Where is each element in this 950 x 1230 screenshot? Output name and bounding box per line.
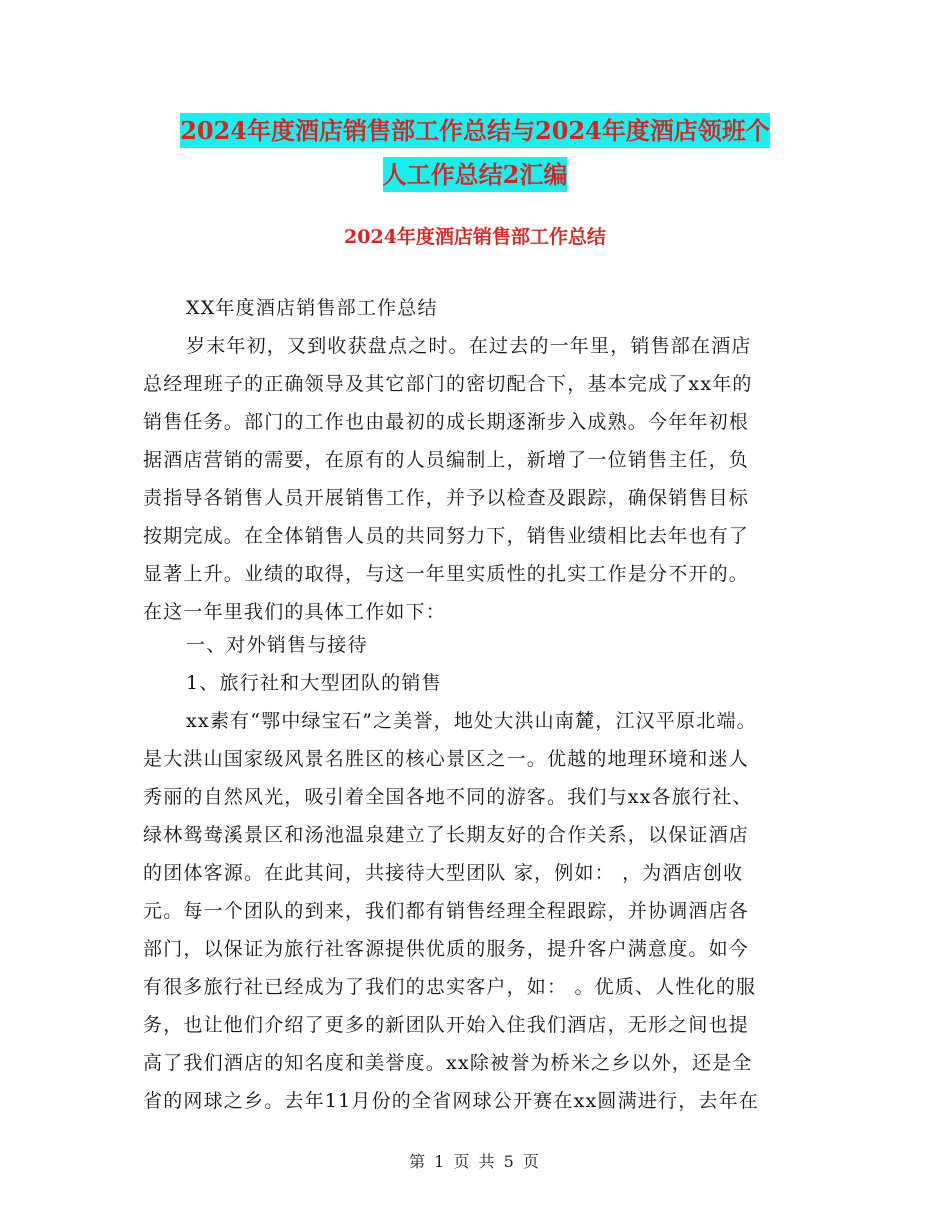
title-highlight: 2024年度酒店销售部工作总结与2024年度酒店领班个: [180, 113, 770, 148]
body-line: 岁末年初，又到收获盘点之时。在过去的一年里，销售部在酒店: [186, 335, 752, 357]
body-line: 有很多旅行社已经成为了我们的忠实客户，如： 。优质、人性化的服: [143, 976, 757, 998]
body-line: 显著上升。业绩的取得，与这一年里实质性的扎实工作是分不开的。: [143, 563, 750, 585]
body-line: 省的网球之乡。去年11月份的全省网球公开赛在xx圆满进行，去年在: [143, 1090, 760, 1112]
body-line: 据酒店营销的需要，在原有的人员编制上，新增了一位销售主任，负: [143, 449, 750, 471]
body-line: 销售任务。部门的工作也由最初的成长期逐渐步入成熟。今年年初根: [143, 411, 750, 433]
body-line: 是大洪山国家级风景名胜区的核心景区之一。优越的地理环境和迷人: [143, 748, 750, 770]
body-line: XX年度酒店销售部工作总结: [186, 297, 438, 319]
body-line: 部门，以保证为旅行社客源提供优质的服务，提升客户满意度。如今: [143, 938, 750, 960]
title-highlight: 人工作总结2汇编: [383, 157, 568, 192]
body-line: 元。每一个团队的到来，我们都有销售经理全程跟踪，并协调酒店各: [143, 900, 750, 922]
page-number-footer: 第 1 页 共 5 页: [409, 1152, 541, 1171]
body-line: 按期完成。在全体销售人员的共同努力下，销售业绩相比去年也有了: [143, 525, 750, 547]
body-line: 一、对外销售与接待: [186, 634, 368, 656]
body-line: 责指导各销售人员开展销售工作，并予以检查及跟踪，确保销售目标: [143, 487, 750, 509]
body-line: 绿林鸳鸯溪景区和汤池温泉建立了长期友好的合作关系，以保证酒店: [143, 824, 750, 846]
document-title-line-1: [0, 108, 950, 154]
body-line: 务，也让他们介绍了更多的新团队开始入住我们酒店，无形之间也提: [143, 1014, 750, 1036]
body-line: 秀丽的自然风光，吸引着全国各地不同的游客。我们与xx各旅行社、: [143, 786, 753, 808]
body-line: 高了我们酒店的知名度和美誉度。xx除被誉为桥米之乡以外，还是全: [143, 1052, 753, 1074]
body-line: 1、旅行社和大型团队的销售: [186, 672, 442, 694]
document-title-line-2: [0, 152, 950, 198]
body-line: 总经理班子的正确领导及其它部门的密切配合下，基本完成了xx年的: [143, 373, 753, 395]
body-line: xx素有“鄂中绿宝石”之美誉，地处大洪山南麓，江汉平原北端。: [186, 710, 757, 732]
body-line: 的团体客源。在此其间，共接待大型团队 家，例如： ，为酒店创收: [143, 862, 744, 884]
section-title: 2024年度酒店销售部工作总结: [344, 226, 606, 248]
body-line: 在这一年里我们的具体工作如下：: [143, 601, 447, 623]
